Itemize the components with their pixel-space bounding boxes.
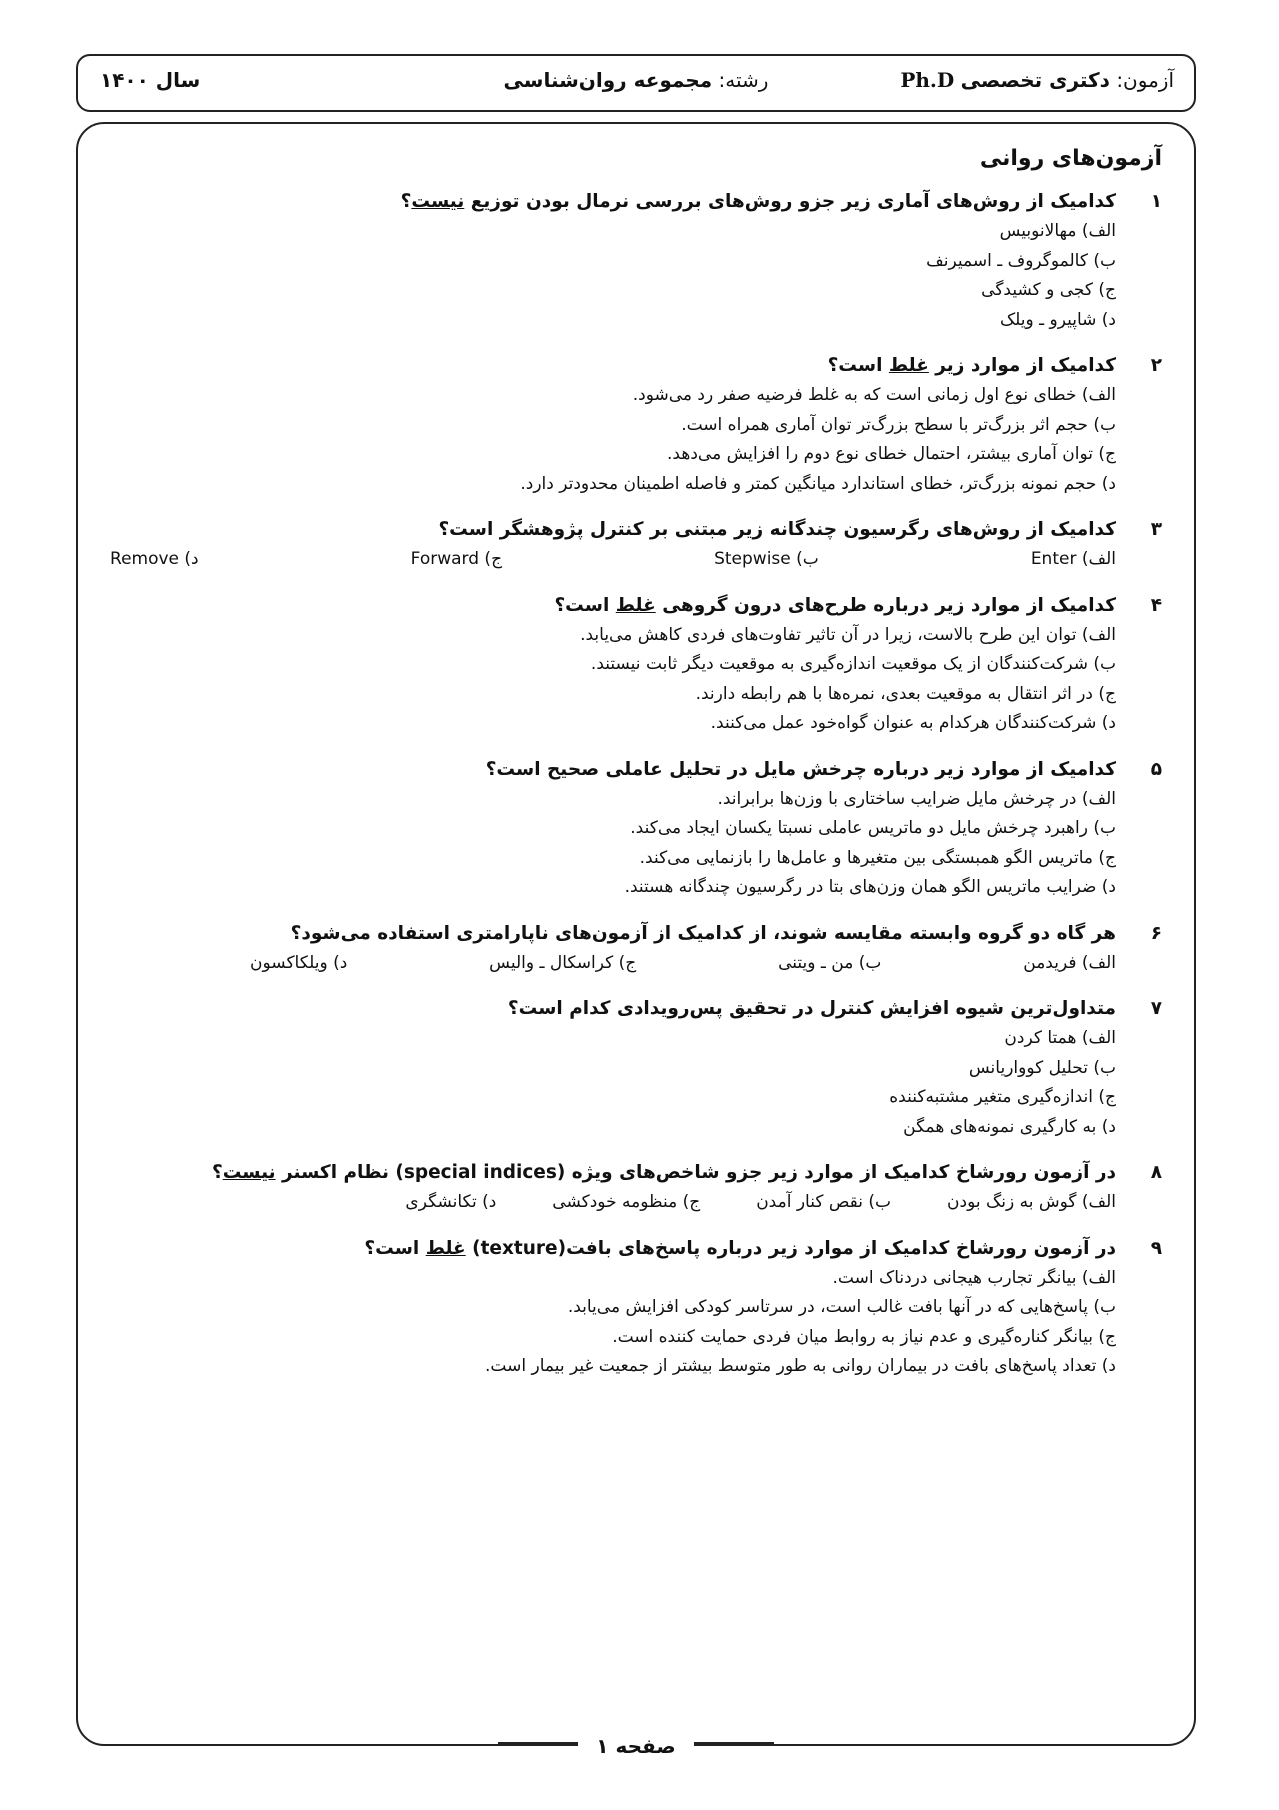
answer-options — [110, 1188, 1162, 1218]
stem-text: است؟ — [554, 594, 616, 616]
answer-options — [110, 217, 1162, 335]
exam-name: دکتری تخصصی — [960, 68, 1110, 92]
stem-text: کدامیک از روش‌های رگرسیون چندگانه زیر مبتنی بر کنترل پژوهشگر است؟ — [438, 519, 1116, 540]
exam-field: رشته: مجموعه روان‌شناسی — [503, 68, 769, 92]
page-frame — [76, 122, 1196, 1758]
underlined-keyword: غلط — [888, 355, 929, 376]
question-stem — [110, 1234, 1162, 1264]
question-9 — [110, 1234, 1162, 1382]
answer-option: ج) توان آماری بیشتر، احتمال خطای نوع دوم را افزایش می‌دهد. — [667, 444, 1116, 464]
answer-option: ج) کجی و کشیدگی — [981, 280, 1116, 300]
stem-text: کدامیک از موارد زیر — [928, 355, 1116, 376]
stem-text: است؟ — [827, 355, 889, 376]
question-number: ۷ — [1150, 998, 1162, 1019]
underlined-keyword: نیست — [411, 191, 465, 212]
answer-option: ب) من ـ ویتنی — [778, 952, 882, 973]
answer-option: ب) Stepwise — [714, 549, 819, 569]
answer-option: د) Remove — [110, 549, 199, 569]
answer-option: ج) بیانگر کناره‌گیری و عدم نیاز به روابط میان فردی حمایت کننده است. — [612, 1326, 1116, 1347]
stem-text: متداول‌ترین شیوه افزایش کنترل در تحقیق پس‌رویدادی کدام است؟ — [507, 998, 1116, 1019]
answer-option: الف) فریدمن — [1023, 952, 1116, 973]
question-number: ۱ — [1150, 191, 1162, 212]
answer-option: د) شرکت‌کنندگان هرکدام به عنوان گواه‌خود عمل می‌کنند. — [710, 713, 1116, 733]
question-number: ۵ — [1150, 758, 1162, 780]
stem-text: در آزمون رورشاخ کدامیک از موارد زیر جزو شاخص‌های ویژه (special indices) نظام اکسنر — [275, 1162, 1116, 1183]
exam-year: سال ۱۴۰۰ — [100, 68, 201, 92]
answer-option: الف) بیانگر تجارب هیجانی دردناک است. — [832, 1267, 1116, 1288]
answer-options — [110, 545, 1162, 575]
answer-option: ج) در اثر انتقال به موقعیت بعدی، نمره‌ها با هم رابطه دارند. — [695, 683, 1116, 704]
page-number: صفحه ۱ — [578, 1734, 693, 1758]
answer-options — [110, 621, 1162, 739]
stem-text: کدامیک از موارد زیر درباره چرخش مایل در تحلیل عاملی صحیح است؟ — [485, 758, 1116, 780]
question-8 — [110, 1158, 1162, 1218]
stem-text: در آزمون رورشاخ کدامیک از موارد زیر درباره پاسخ‌های بافت(texture) — [465, 1237, 1116, 1259]
underlined-keyword: غلط — [615, 594, 656, 616]
answer-option: الف) همتا کردن — [1004, 1028, 1116, 1048]
question-stem — [110, 351, 1162, 381]
answer-options — [110, 785, 1162, 903]
stem-text: است؟ — [364, 1237, 426, 1259]
answer-option: ج) اندازه‌گیری متغیر مشتبه‌کننده — [889, 1087, 1116, 1107]
stem-text: کدامیک از روش‌های آماری زیر جزو روش‌های بررسی نرمال بودن توزیع — [464, 191, 1116, 212]
question-5 — [110, 755, 1162, 903]
answer-option: د) به کارگیری نمونه‌های همگن — [903, 1116, 1116, 1137]
question-number: ۴ — [1150, 594, 1162, 616]
section-title: آزمون‌های روانی — [979, 146, 1162, 171]
question-number: ۶ — [1150, 922, 1162, 944]
stem-text: ؟ — [400, 191, 412, 212]
field-name: مجموعه روان‌شناسی — [503, 68, 713, 92]
question-stem — [110, 919, 1162, 949]
exam-header — [76, 54, 1196, 112]
question-3 — [110, 515, 1162, 575]
answer-option: ب) کالموگروف ـ اسمیرنف — [926, 250, 1116, 271]
question-1 — [110, 187, 1162, 335]
answer-option: الف) در چرخش مایل ضرایب ساختاری با وزن‌ها برابراند. — [717, 788, 1116, 809]
answer-option: ج) Forward — [410, 549, 503, 569]
answer-option: ب) نقص کنار آمدن — [756, 1192, 892, 1212]
question-number: ۹ — [1150, 1237, 1162, 1259]
answer-option: د) تکانشگری — [405, 1192, 497, 1212]
answer-option: ج) کراسکال ـ والیس — [489, 952, 637, 973]
answer-option: ج) ماتریس الگو همبستگی بین متغیرها و عامل‌ها را بازنمایی می‌کند. — [639, 847, 1116, 868]
answer-options — [110, 1264, 1162, 1382]
answer-option: د) ویلکاکسون — [250, 952, 348, 973]
question-number: ۳ — [1150, 519, 1162, 540]
answer-option: ب) تحلیل کوواریانس — [968, 1057, 1116, 1078]
stem-text: هر گاه دو گروه وابسته مقایسه شوند، از کدامیک از آزمون‌های ناپارامتری استفاده می‌شود؟ — [290, 922, 1116, 944]
question-list — [110, 146, 1162, 1398]
question-stem — [110, 1158, 1162, 1188]
question-7 — [110, 994, 1162, 1142]
answer-option: الف) Enter — [1030, 549, 1116, 569]
answer-options — [110, 1024, 1162, 1142]
answer-option: ب) حجم اثر بزرگ‌تر با سطح بزرگ‌تر توان آماری همراه است. — [681, 414, 1116, 435]
stem-text: ؟ — [211, 1162, 223, 1183]
question-6 — [110, 919, 1162, 979]
page-footer — [78, 1734, 1194, 1758]
question-stem — [110, 515, 1162, 545]
question-number: ۲ — [1150, 355, 1162, 376]
answer-option: د) تعداد پاسخ‌های بافت در بیماران روانی به طور متوسط بیشتر از جمعیت غیر بیمار است. — [485, 1356, 1116, 1376]
answer-option: د) ضرایب ماتریس الگو همان وزن‌های بتا در رگرسیون چندگانه هستند. — [624, 877, 1116, 897]
underlined-keyword: غلط — [425, 1237, 466, 1259]
answer-option: د) شاپیرو ـ ویلک — [999, 309, 1116, 330]
answer-option: الف) خطای نوع اول زمانی است که به غلط فرضیه صفر رد می‌شود. — [632, 385, 1116, 405]
question-stem — [110, 994, 1162, 1024]
answer-option: الف) گوش به زنگ بودن — [947, 1192, 1116, 1212]
underlined-keyword: نیست — [222, 1162, 276, 1183]
question-stem — [110, 591, 1162, 621]
answer-options — [110, 949, 1162, 979]
question-stem — [110, 755, 1162, 785]
answer-option: الف) توان این طرح بالاست، زیرا در آن تاثیر تفاوت‌های فردی کاهش می‌یابد. — [580, 624, 1116, 645]
answer-option: ب) پاسخ‌هایی که در آنها بافت غالب است، در سرتاسر کودکی افزایش می‌یابد. — [567, 1297, 1116, 1317]
exam-title: آزمون: دکتری تخصصی Ph.D — [900, 68, 1174, 92]
answer-options — [110, 381, 1162, 499]
question-stem — [110, 187, 1162, 217]
exam-degree: Ph.D — [900, 68, 955, 92]
answer-option: الف) مهالانوبیس — [999, 221, 1116, 241]
question-4 — [110, 591, 1162, 739]
question-number: ۸ — [1150, 1162, 1162, 1183]
answer-option: ب) شرکت‌کنندگان از یک موقعیت اندازه‌گیری به موقعیت دیگر ثابت نیستند. — [590, 654, 1116, 674]
answer-option: ب) راهبرد چرخش مایل دو ماتریس عاملی نسبتا یکسان ایجاد می‌کند. — [630, 818, 1116, 838]
answer-option: ج) منظومه خودکشی — [552, 1192, 701, 1212]
question-2 — [110, 351, 1162, 499]
stem-text: کدامیک از موارد زیر درباره طرح‌های درون گروهی — [655, 594, 1116, 616]
answer-option: د) حجم نمونه بزرگ‌تر، خطای استاندارد میانگین کمتر و فاصله اطمینان محدودتر دارد. — [520, 473, 1116, 494]
